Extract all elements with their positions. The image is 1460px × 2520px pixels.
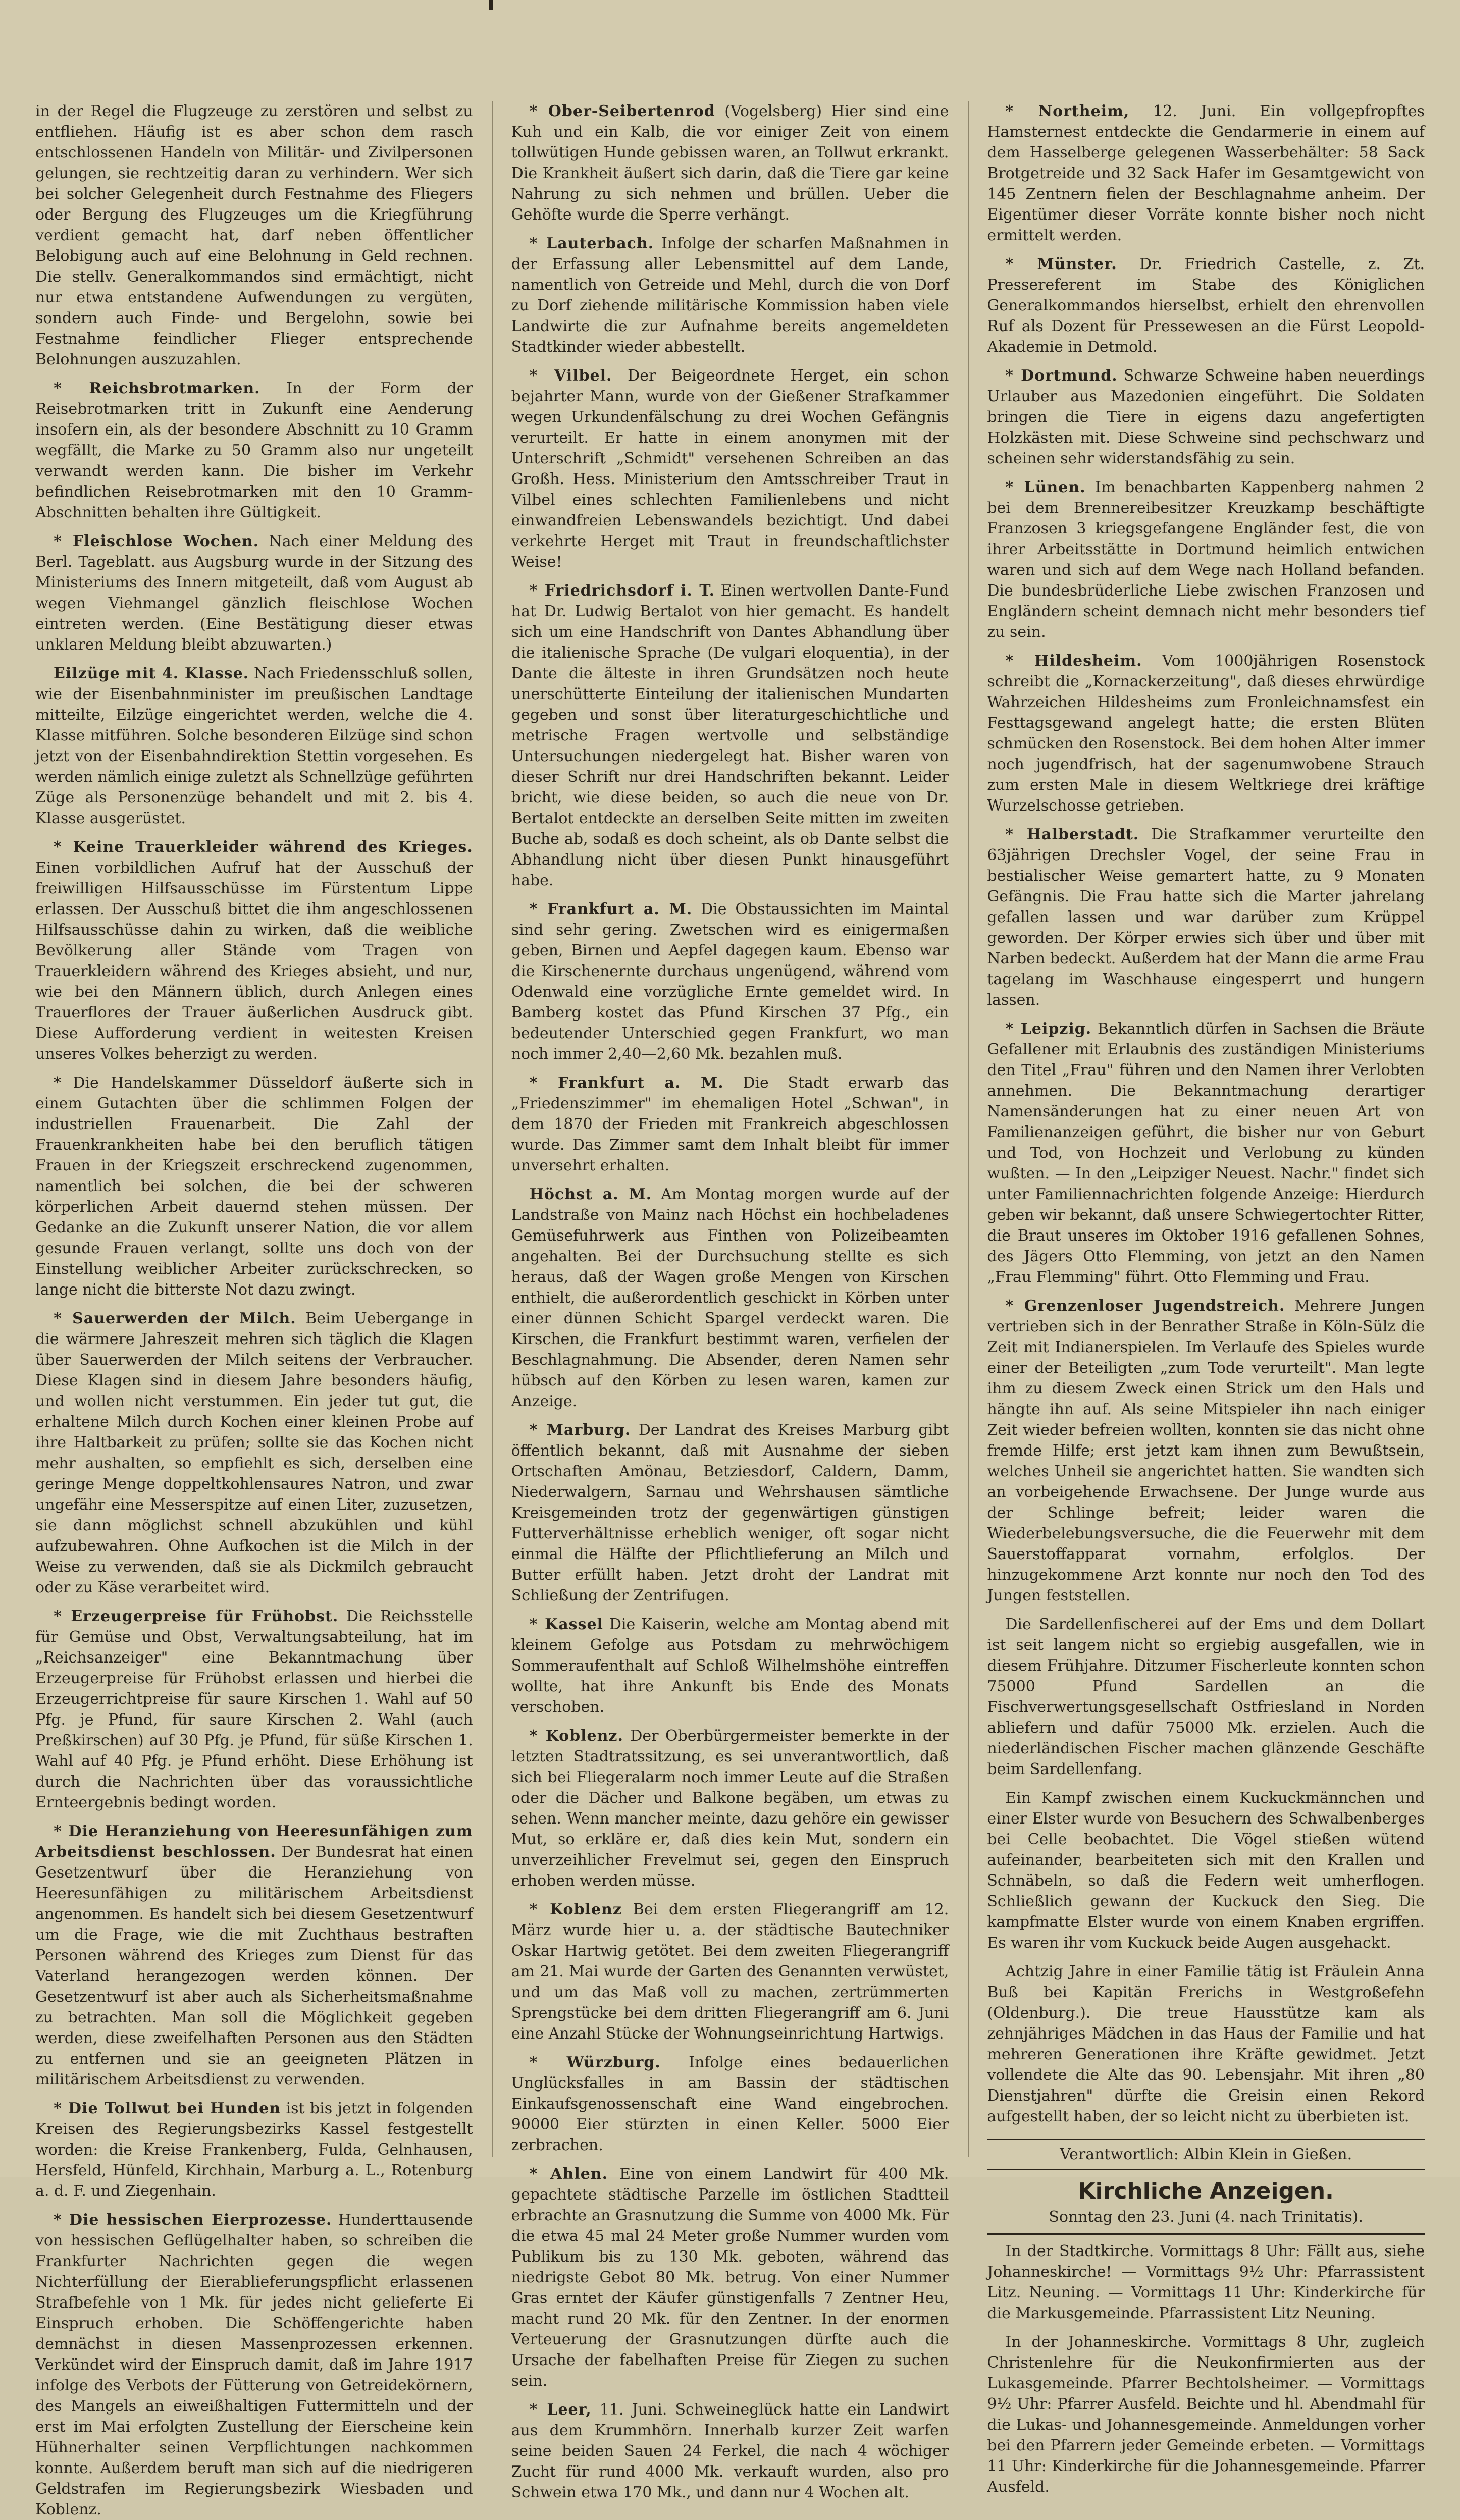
article-headline: * Die Tollwut bei Hunden <box>54 2100 281 2117</box>
article-paragraph <box>987 651 1425 816</box>
article-paragraph <box>987 1788 1425 1953</box>
church-notices-date: Sonntag den 23. Juni (4. nach Trinitatis). <box>1049 2208 1363 2226</box>
article-paragraph <box>987 101 1425 246</box>
article-headline: * Sauerwerden der Milch. <box>54 1310 296 1327</box>
article-text: Nach einer Meldung des Berl. Tageblatt. aus Augsburg wurde in der Sitzung des Ministeriums des Innern mitgeteilt, daß vom August ab wegen Viehmangel gänzlich fleischlose Wochen eintreten werden. (Eine Bestätigung dieser etwas unklaren Meldung bleibt abzuwarten.) <box>35 532 473 654</box>
article-text: Der Bundesrat hat einen Gesetzentwurf über die Heranziehung von Heeresunfähigen zu militärischem Arbeitsdienst angenommen. Es handelt sich bei diesem Gesetzentwurf um die Frage, wie die mit Zuchthaus bestraften Personen während des Krieges zum Dienst für das Vaterland herangezogen werden können. Der Gesetzentwurf ist aber auch als Sicherheitsmaßnahme zu betrachten. Man soll die Möglichkeit gegeben werden, diese zweifelhaften Personen aus den Städten zu entfernen und sie an geeigneten Plätzen in militärischem Arbeitsdienst zu verwenden. <box>35 1843 473 2088</box>
article-headline: Eilzüge mit 4. Klasse. <box>54 665 249 682</box>
article-headline: * Northeim, <box>1005 102 1130 120</box>
article-headline: * Dortmund. <box>1005 367 1118 385</box>
article-paragraph <box>987 1296 1425 1606</box>
article-text: ist bis jetzt in folgenden Kreisen des Regierungsbezirks Kassel festgestellt worden: die Kreise Frankenberg, Fulda, Gelnhausen, Hersfeld, Hünfeld, Kirchhain, Marburg a. L., Rotenburg a. d. F. und Ziegenhain. <box>35 2100 473 2200</box>
article-paragraph <box>35 1606 473 1813</box>
article-headline: * Erzeugerpreise für Frühobst. <box>54 1607 339 1625</box>
article-paragraph <box>511 1726 949 1891</box>
article-headline: * Friedrichsdorf i. T. <box>529 582 715 600</box>
article-paragraph <box>35 2210 473 2520</box>
article-text: Einen vorbildlichen Aufruf hat der Ausschuß der freiwilligen Hilfsausschüsse im Fürstentum Lippe erlassen. Der Ausschuß bittet die ihm angeschlossenen Hilfsausschüsse dahin zu wirken, daß die weibliche Bevölkerung aller Stände vom Tragen von Trauerkleidern während des Krieges absieht, und nur, wie bei den Männern üblich, durch Anlegen eines Trauerflores der Trauer äußerlichen Ausdruck gibt. Diese Aufforderung verdient in weitesten Kreisen unseres Volkes beherzigt zu werden. <box>35 859 473 1063</box>
article-text: Die Kaiserin, welche am Montag abend mit kleinem Gefolge aus Potsdam zu mehrwöchigem Sommeraufenthalt auf Schloß Wilhelmshöhe eintreffen wollte, hat ihre Ankunft bis Ende des Monats verschoben. <box>511 1616 949 1716</box>
divider <box>987 2233 1425 2235</box>
column-container <box>35 101 1425 2518</box>
article-text: (Vogelsberg) Hier sind eine Kuh und ein Kalb, die vor einiger Zeit von einem tollwütigen Hunde gebissen waren, an Tollwut erkrankt. Die Krankheit äußert sich darin, daß die Tiere gar keine Nahrung zu sich nehmen und brüllen. Ueber die Gehöfte wurde die Sperre verhängt. <box>511 102 949 224</box>
article-paragraph <box>35 1308 473 1598</box>
article-text: Die Sardellenfischerei auf der Ems und dem Dollart ist seit langem nicht so ergiebig ausgefallen, wie in diesem Frühjahre. Ditzumer Fischerleute konnten schon 75000 Pfund Sardellen an die Fischverwertungsgesellschaft Ostfriesland in Norden abliefern und dafür 75000 Mk. erzielen. Auch die niederländischen Fischer machen glänzende Geschäfte beim Sardellenfang. <box>987 1616 1425 1778</box>
article-text: 12. Juni. Ein vollgepfropftes Hamsternest entdeckte die Gendarmerie in einem auf dem Hasselberge gelegenen Wasserbehälter: 58 Sack Brotgetreide und 32 Sack Hafer im Gesamtgewicht von 145 Zentnern fielen der Beschlagnahme anheim. Der Eigentümer dieser Vorräte konnte bisher noch nicht ermittelt werden. <box>987 102 1425 244</box>
article-text: Bekanntlich dürfen in Sachsen die Bräute Gefallener mit Erlaubnis des zuständigen Ministeriums den Titel „Frau" führen und den Namen ihrer Verlobten annehmen. Die Bekanntmachung derartiger Namensänderungen hat zu einer neuen Art von Familienanzeigen geführt, die bisher nur von Geburt und Tod, von Hochzeit und Verlobung zu künden wußten. — In den „Leipziger Neuest. Nachr." findet sich unter Familiennachrichten folgende Anzeige: Hierdurch geben wir bekannt, daß unsere Schwiegertochter Ritter, die Braut unseres im Oktober 1916 gefallenen Sohnes, des Jägers Otto Flemming, von jetzt an den Namen „Frau Flemming" führt. Otto Flemming und Frau. <box>987 1020 1425 1286</box>
article-paragraph <box>987 2332 1425 2497</box>
article-paragraph <box>987 1961 1425 2127</box>
article-paragraph <box>511 1614 949 1718</box>
article-headline: * Halberstadt. <box>1005 826 1139 843</box>
article-text: Nach Friedensschluß sollen, wie der Eisenbahnminister im preußischen Landtage mitteilte, Eilzüge eingerichtet werden, welche die 4. Klasse mitführen. Solche besonderen Eilzüge sind schon jetzt von der Eisenbahndirektion Stettin vorgesehen. Es werden nämlich einige zuletzt als Schnellzüge geführten Züge als Personenzüge behandelt und mit 2. bis 4. Klasse ausgerüstet. <box>35 665 473 827</box>
article-text: Die Reichsstelle für Gemüse und Obst, Verwaltungsabteilung, hat im „Reichsanzeiger" eine Bekanntmachung über Erzeugerpreise für Frühobst erlassen und hierbei die Erzeugerrichtpreise für saure Kirschen 1. Wahl auf 50 Pfg. je Pfund, für saure Kirschen 2. Wahl (auch Preßkirschen) auf 30 Pfg. je Pfund, für süße Kirschen 1. Wahl auf 40 Pfg. je Pfund erhöht. Diese Erhöhung ist durch die Nachrichten über das voraussichtliche Ernteergebnis bedingt worden. <box>35 1607 473 1811</box>
church-notices-title: Kirchliche Anzeigen. <box>1078 2178 1334 2204</box>
article-text: In der Stadtkirche. Vormittags 8 Uhr: Fällt aus, siehe Johanneskirche! — Vormittags 9½ Uhr: Pfarrassistent Litz. Neuning. — Vormittags 11 Uhr: Kinderkirche für die Markusgemeinde. Pfarrassistent Litz Neuning. <box>987 2242 1425 2322</box>
article-text: Mehrere Jungen vertrieben sich in der Benrather Straße in Köln-Sülz die Zeit mit Indianerspielen. Im Verlaufe des Spieles wurde einer der Beteiligten „zum Tode verurteilt". Man legte ihm zu diesem Zweck einen Strick um den Hals und hängte ihn auf. Als seine Mitspieler ihn nach einiger Zeit wieder befreien wollten, konnten sie das nicht ohne fremde Hilfe; erst jetzt kam ihnen zum Bewußtsein, welches Unheil sie angerichtet hatten. Sie wandten sich an vorbeigehende Erwachsene. Der Junge wurde aus der Schlinge befreit; leider waren die Wiederbelebungsversuche, die die Feuerwehr mit dem Sauerstoffapparat vornahm, erfolglos. Der hinzugekommene Arzt konnte nur noch den Tod des Jungen feststellen. <box>987 1297 1425 1604</box>
article-headline: * Kassel <box>529 1616 603 1633</box>
article-headline: * Die Heranziehung von Heeresunfähigen zum Arbeitsdienst beschlossen. <box>35 1822 473 1861</box>
article-paragraph <box>511 2399 949 2503</box>
article-paragraph <box>511 101 949 225</box>
article-headline: * Die hessischen Eierprozesse. <box>54 2211 332 2229</box>
responsible-editor-line: Verantwortlich: Albin Klein in Gießen. <box>987 2139 1425 2170</box>
article-headline: * Koblenz <box>529 1901 622 1918</box>
article-paragraph <box>511 1073 949 1176</box>
article-paragraph <box>35 663 473 829</box>
article-headline: * Leer, <box>529 2401 592 2419</box>
article-headline: * Fleischlose Wochen. <box>54 532 259 550</box>
article-paragraph <box>511 580 949 891</box>
article-text: Der Oberbürgermeister bemerkte in der letzten Stadtratssitzung, es sei unverantwortlich, daß sich bei Fliegeralarm noch immer Leute auf die Straßen oder die Dächer und Balkone begäben, um etwas zu sehen. Wenn mancher meinte, dazu gehöre ein gewisser Mut, so erkläre er, daß dies kein Mut, sondern ein unverzeihlicher Frevelmut sei, gegen den Einspruch erhoben werden müsse. <box>511 1727 949 1890</box>
article-headline: * Grenzenloser Jugendstreich. <box>1005 1297 1285 1315</box>
article-headline: * Lünen. <box>1005 478 1086 496</box>
column-2 <box>492 101 949 2501</box>
article-paragraph <box>511 2164 949 2391</box>
article-paragraph <box>987 2241 1425 2324</box>
article-text: Der Landrat des Kreises Marburg gibt öffentlich bekannt, daß mit Ausnahme der sieben Ortschaften Amönau, Betziesdorf, Caldern, Damm, Niederwalgern, Sarnau und Wehrshausen sämtliche Kreisgemeinden trotz der gegenwärtigen günstigen Futterverhältnisse erheblich weniger, oft sogar nicht einmal die Hälfte der Pflichtlieferung an Milch und Butter erfüllt haben. Jetzt droht der Landrat mit Schließung der Zentrifugen. <box>511 1421 949 1604</box>
article-text: Infolge der scharfen Maßnahmen in der Erfassung aller Lebensmittel auf dem Lande, namentlich von Getreide und Mehl, durch die von Dorf zu Dorf ziehende militärische Kommission haben viele Landwirte die zur Aufnahme bereits angemeldeten Stadtkinder wieder abbestellt. <box>511 235 949 356</box>
article-paragraph <box>987 365 1425 469</box>
article-paragraph <box>35 531 473 655</box>
article-text: Hunderttausende von hessischen Geflügelhalter haben, so schreiben die Frankfurter Nachrichten gegen die wegen Nichterfüllung der Eierablieferungspflicht erlassenen Strafbefehle von 1 Mk. für jedes nicht gelieferte Ei Einspruch erhoben. Die Schöffengerichte haben demnächst in diesen Massenprozessen erkennen. Verkündet wird der Einspruch damit, daß im Jahre 1917 infolge des Verbots der Fütterung von Getreidekörnern, des Mangels an eiweißhaltigen Futtermitteln und der erst im Mai erfolgten Zustellung der Eierscheine kein Hühnerhalter seinen Verpflichtungen nachkommen konnte. Außerdem beruft man sich auf die niedrigeren Geldstrafen im Regierungsbezirk Wiesbaden und Koblenz. <box>35 2211 473 2518</box>
column-3 <box>968 101 1425 2496</box>
article-headline: * Ahlen. <box>529 2165 608 2183</box>
article-paragraph <box>35 1073 473 1300</box>
article-paragraph <box>511 365 949 572</box>
article-text: 11. Juni. Schweineglück hatte ein Landwirt aus dem Krummhörn. Innerhalb kurzer Zeit warfen seine beiden Sauen 24 Ferkel, die nach 4 wöchiger Zucht für rund 4000 Mk. verkauft wurden, also pro Schwein etwa 170 Mk., und dann nur 4 Wochen alt. <box>511 2401 949 2501</box>
article-headline: * Marburg. <box>529 1421 631 1439</box>
article-text: Die Stadt erwarb das „Friedenszimmer" im ehemaligen Hotel „Schwan", in dem 1870 der Frieden mit Frankreich abgeschlossen wurde. Das Zimmer samt dem Inhalt bleibt für immer unversehrt erhalten. <box>511 1074 949 1174</box>
article-headline: * Frankfurt a. M. <box>529 900 693 918</box>
article-headline: * Koblenz. <box>529 1727 623 1745</box>
article-paragraph <box>511 1899 949 2044</box>
article-paragraph <box>35 1821 473 2090</box>
article-paragraph <box>987 1018 1425 1288</box>
article-paragraph <box>35 378 473 523</box>
article-text: in der Regel die Flugzeuge zu zerstören und selbst zu entfliehen. Häufig ist es aber schon dem rasch entschlossenen Handeln von Militär- und Zivilpersonen gelungen, sie rechtzeitig daran zu verhindern. Wer sich bei solcher Gelegenheit durch Festnahme des Fliegers oder Bergung des Flugzeuges um die Kriegführung verdient gemacht hat, darf neben öffentlicher Belobigung auch auf eine Belohnung in Geld rechnen. Die stellv. Generalkommandos sind ermächtigt, nicht nur etwa entstandene Aufwendungen zu vergüten, sondern auch Finde- und Bergelohn, sowie bei Festnahme feindlicher Flieger entsprechende Belohnungen auszuzahlen. <box>35 102 473 368</box>
article-text: Eine von einem Landwirt für 400 Mk. gepachtete städtische Parzelle im östlichen Stadtteil erbrachte an Grasnutzung die Summe von 4000 Mk. Für die etwa 45 mal 24 Meter große Nummer wurden vom Publikum bis zu 130 Mk. geboten, während das niedrigste Gebot 80 Mk. betrug. Von einer Nummer Gras erntet der Käufer günstigenfalls 7 Zentner Heu, macht rund 20 Mk. für den Zentner. In der enormen Verteuerung der Grasnutzungen dürfte auch die Ursache der fabelhaften Preise für Ziegen zu suchen sein. <box>511 2165 949 2390</box>
article-text: Der Beigeordnete Herget, ein schon bejahrter Mann, wurde von der Gießener Strafkammer wegen Urkundenfälschung zu drei Wochen Gefängnis verurteilt. Er hatte in einem anonymen mit der Unterschrift „Schmidt" versehenen Schreiben an das Großh. Hess. Ministerium den Amtsschreiber Traut in Vilbel eines schlechten Familienlebens und nicht einwandfreien Lebenswandels bezichtigt. Und dabei verkehrte Herget mit Traut in freundschaftlichster Weise! <box>511 367 949 571</box>
article-text: In der Form der Reisebrotmarken tritt in Zukunft eine Aenderung insofern ein, als der besondere Abschnitt zu 10 Gramm wegfällt, die Marke zu 50 Gramm also nur ungeteilt verwandt werden kann. Die bisher im Verkehr befindlichen Reisebrotmarken mit den 10 Gramm-Abschnitten behalten ihre Gültigkeit. <box>35 380 473 521</box>
article-text: Achtzig Jahre in einer Familie tätig ist Fräulein Anna Buß bei Kapitän Frerichs in Westgroßefehn (Oldenburg.). Die treue Hausstütze kam als zehnjähriges Mädchen in das Haus der Familie und hat mehreren Generationen ihre Kräfte gewidmet. Jetzt vollendete die Alte das 90. Lebensjahr. Mit ihren „80 Dienstjahren" dürfte die Greisin einen Rekord aufgestellt haben, der so leicht nicht zu überbieten ist. <box>987 1963 1425 2125</box>
article-paragraph <box>987 824 1425 1010</box>
article-headline: * Leipzig. <box>1005 1020 1092 1038</box>
article-paragraph <box>511 1184 949 1412</box>
article-headline: * Frankfurt a. M. <box>529 1074 724 1092</box>
article-text: Die Obstaussichten im Maintal sind sehr gering. Zwetschen wird es einigermaßen geben, Birnen und Aepfel dagegen kaum. Ebenso war die Kirschenernte durchaus ungenügend, während vom Odenwald eine vorzügliche Ernte gemeldet wird. In Bamberg kostet das Pfund Kirschen 37 Pfg., ein bedeutender Unterschied gegen Frankfurt, wo man noch immer 2,40—2,60 Mk. bezahlen muß. <box>511 900 949 1063</box>
article-headline: Höchst a. M. <box>529 1186 652 1203</box>
article-paragraph <box>511 1420 949 1606</box>
article-text: Ein Kampf zwischen einem Kuckuckmännchen und einer Elster wurde von Besuchern des Schwalbenberges bei Celle beobachtet. Die Vögel stießen wütend aufeinander, bearbeiteten sich mit den Krallen und Schnäbeln, so daß die Federn weit umherflogen. Schließlich gewann der Kuckuck den Sieg. Die kampfmatte Elster wurde von einem Knaben ergriffen. Es waren ihr vom Kuckuck beide Augen ausgehackt. <box>987 1789 1425 1952</box>
article-paragraph <box>511 233 949 357</box>
article-text: Vom 1000jährigen Rosenstock schreibt die „Kornackerzeitung", daß dieses ehrwürdige Wahrzeichen Hildesheims zum Fronleichnamsfest ein Festtagsgewand angelegt hatte; die ersten Blüten schmücken den Rosenstock. Bei dem hohen Alter immer noch jugendfrisch, hat der sagenumwobene Strauch zum ersten Male in diesem Weltkriege drei kräftige Wurzelschosse getrieben. <box>987 652 1425 815</box>
article-text: Im benachbarten Kappenberg nahmen 2 bei dem Brennereibesitzer Kreuzkamp beschäftigte Franzosen 3 kriegsgefangene Engländer fest, die von ihrer Arbeitsstätte in Dortmund heimlich entwichen waren und sich auf dem Wege nach Holland befanden. Die bundesbrüderliche Liebe zwischen Franzosen und Engländern scheint demnach nicht mehr besonders tief zu sein. <box>987 478 1425 641</box>
article-paragraph <box>35 837 473 1064</box>
article-headline: * Würzburg. <box>529 2054 661 2071</box>
article-text: Infolge eines bedauerlichen Unglücksfalles in am Bassin der städtischen Einkaufsgenossenschaft eine Wand eingebrochen. 90000 Eier stürzten in einen Keller. 5000 Eier zerbrachen. <box>511 2054 949 2154</box>
article-headline: * Vilbel. <box>529 367 612 385</box>
article-text: In der Johanneskirche. Vormittags 8 Uhr, zugleich Christenlehre für die Neukonfirmierten aus der Lukasgemeinde. Pfarrer Bechtolsheimer. — Vormittags 9½ Uhr: Pfarrer Ausfeld. Beichte und hl. Abendmahl für die Lukas- und Johannesgemeinde. Anmeldungen vorher bei den Pfarrern jeder Gemeinde erbeten. — Vormittags 11 Uhr: Kinderkirche für die Johannesgemeinde. Pfarrer Ausfeld. <box>987 2333 1425 2496</box>
article-text: Dr. Friedrich Castelle, z. Zt. Pressereferent im Stabe des Königlichen Generalkommandos hierselbst, erhielt den ehrenvollen Ruf als Dozent für Pressewesen an die Fürst Leopold-Akademie in Detmold. <box>987 255 1425 356</box>
article-headline: * Reichsbrotmarken. <box>54 380 260 397</box>
article-paragraph <box>987 477 1425 642</box>
article-text: * Die Handelskammer Düsseldorf äußerte sich in einem Gutachten über die schlimmen Folgen der industriellen Frauenarbeit. Die Zahl der Frauenkrankheiten habe bei den beruflich tätigen Frauen in der Kriegszeit erschreckend zugenommen, namentlich bei solchen, die bei der schweren körperlichen Arbeit dauernd stehen müssen. Der Gedanke an die Zukunft unserer Nation, die vor allem gesunde Frauen verlangt, sollte uns doch von der Einstellung weiblicher Arbeiter zurückschrecken, so lange nicht die bitterste Not dazu zwingt. <box>35 1074 473 1299</box>
article-paragraph <box>35 2098 473 2202</box>
article-paragraph <box>35 101 473 370</box>
article-paragraph <box>987 254 1425 357</box>
article-headline: * Münster. <box>1005 255 1117 273</box>
article-text: Beim Uebergange in die wärmere Jahreszeit mehren sich täglich die Klagen über Sauerwerden der Milch seitens der Verbraucher. Diese Klagen sind in diesem Jahre besonders häufig, und wollen nicht verstummen. Ein jeder tut gut, die erhaltene Milch durch Kochen einer kleinen Probe auf ihre Haltbarkeit zu prüfen; sollte sie das Kochen nicht mehr aushalten, so empfiehlt es sich, derselben eine geringe Menge doppeltkohlensaures Natron, und zwar ungefähr eine Messerspitze auf einen Liter, zuzusetzen, sie dann möglichst schnell abzukühlen und kühl aufzubewahren. Ohne Aufkochen ist die Milch in der Weise zu verwenden, daß sie als Dickmilch gebraucht oder zu Käse verarbeitet wird. <box>35 1310 473 1596</box>
article-paragraph <box>987 1614 1425 1780</box>
article-headline: * Lauterbach. <box>529 235 654 252</box>
article-headline: * Keine Trauerkleider während des Krieges. <box>54 838 473 856</box>
article-text: Schwarze Schweine haben neuerdings Urlauber aus Mazedonien eingeführt. Die Soldaten bringen die Tiere in eigens dazu angefertigten Holzkästen mit. Diese Schweine sind pechschwarz und scheinen sehr widerstandsfähig zu sein. <box>987 367 1425 467</box>
article-text: Die Strafkammer verurteilte den 63jährigen Drechsler Vogel, der seine Frau in bestialischer Weise gemartert hatte, zu 9 Monaten Gefängnis. Die Frau hatte sich die Marter jahrelang gefallen lassen und war darüber zum Krüppel geworden. Der Körper erwies sich über und über mit Narben bedeckt. Außerdem hat der Mann die arme Frau tagelang im Waschhause eingesperrt und hungern lassen. <box>987 826 1425 1009</box>
column-1 <box>35 101 473 2518</box>
article-headline: * Hildesheim. <box>1005 652 1142 670</box>
article-text: Bei dem ersten Fliegerangriff am 12. März wurde hier u. a. der städtische Bautechniker Oskar Hartwig getötet. Bei dem zweiten Fliegerangriff am 21. Mai wurde der Garten des Genannten verwüstet, und um das Maß voll zu machen, zertrümmerten Sprengstücke bei dem dritten Fliegerangriff am 6. Juni eine Anzahl Stücke der Wohnungseinrichtung Hartwigs. <box>511 1901 949 2043</box>
article-text: Am Montag morgen wurde auf der Landstraße von Mainz nach Höchst ein hochbeladenes Gemüsefuhrwerk aus Finthen von Polizeibeamten angehalten. Bei der Durchsuchung stellte es sich heraus, daß der Wagen große Mengen von Kirschen enthielt, die außerordentlich geschickt in Körben unter einer dünnen Schicht Spargel verdeckt waren. Die Kirschen, die Frankfurt bestimmt waren, verfielen der Beschlagnahmung. Die Absender, deren Namen sehr hübsch auf den Körben zu lesen waren, kamen zur Anzeige. <box>511 1186 949 1410</box>
article-text: Einen wertvollen Dante-Fund hat Dr. Ludwig Bertalot von hier gemacht. Es handelt sich um eine Handschrift von Dantes Abhandlung über die italienische Sprache (De vulgari eloquentia), in der Dante die älteste in ihren Grundsätzen noch heute unerschütterte Einteilung der italienischen Mundarten gegeben und sonst über literaturgeschichtliche und metrische Fragen wertvolle und selbständige Untersuchungen niedergelegt hat. Bisher waren von dieser Schrift nur drei Handschriften bekannt. Leider bricht, wie diese beiden, so auch die neue von Dr. Bertalot entdeckte an derselben Seite mitten im zweiten Buche ab, sodaß es doch scheint, als ob Dante selbst die Abhandlung nicht über diesen Punkt hinausgeführt habe. <box>511 582 949 889</box>
article-paragraph <box>511 899 949 1064</box>
article-headline: * Ober-Seibertenrod <box>529 102 715 120</box>
article-paragraph <box>511 2052 949 2156</box>
print-mark <box>489 0 493 10</box>
